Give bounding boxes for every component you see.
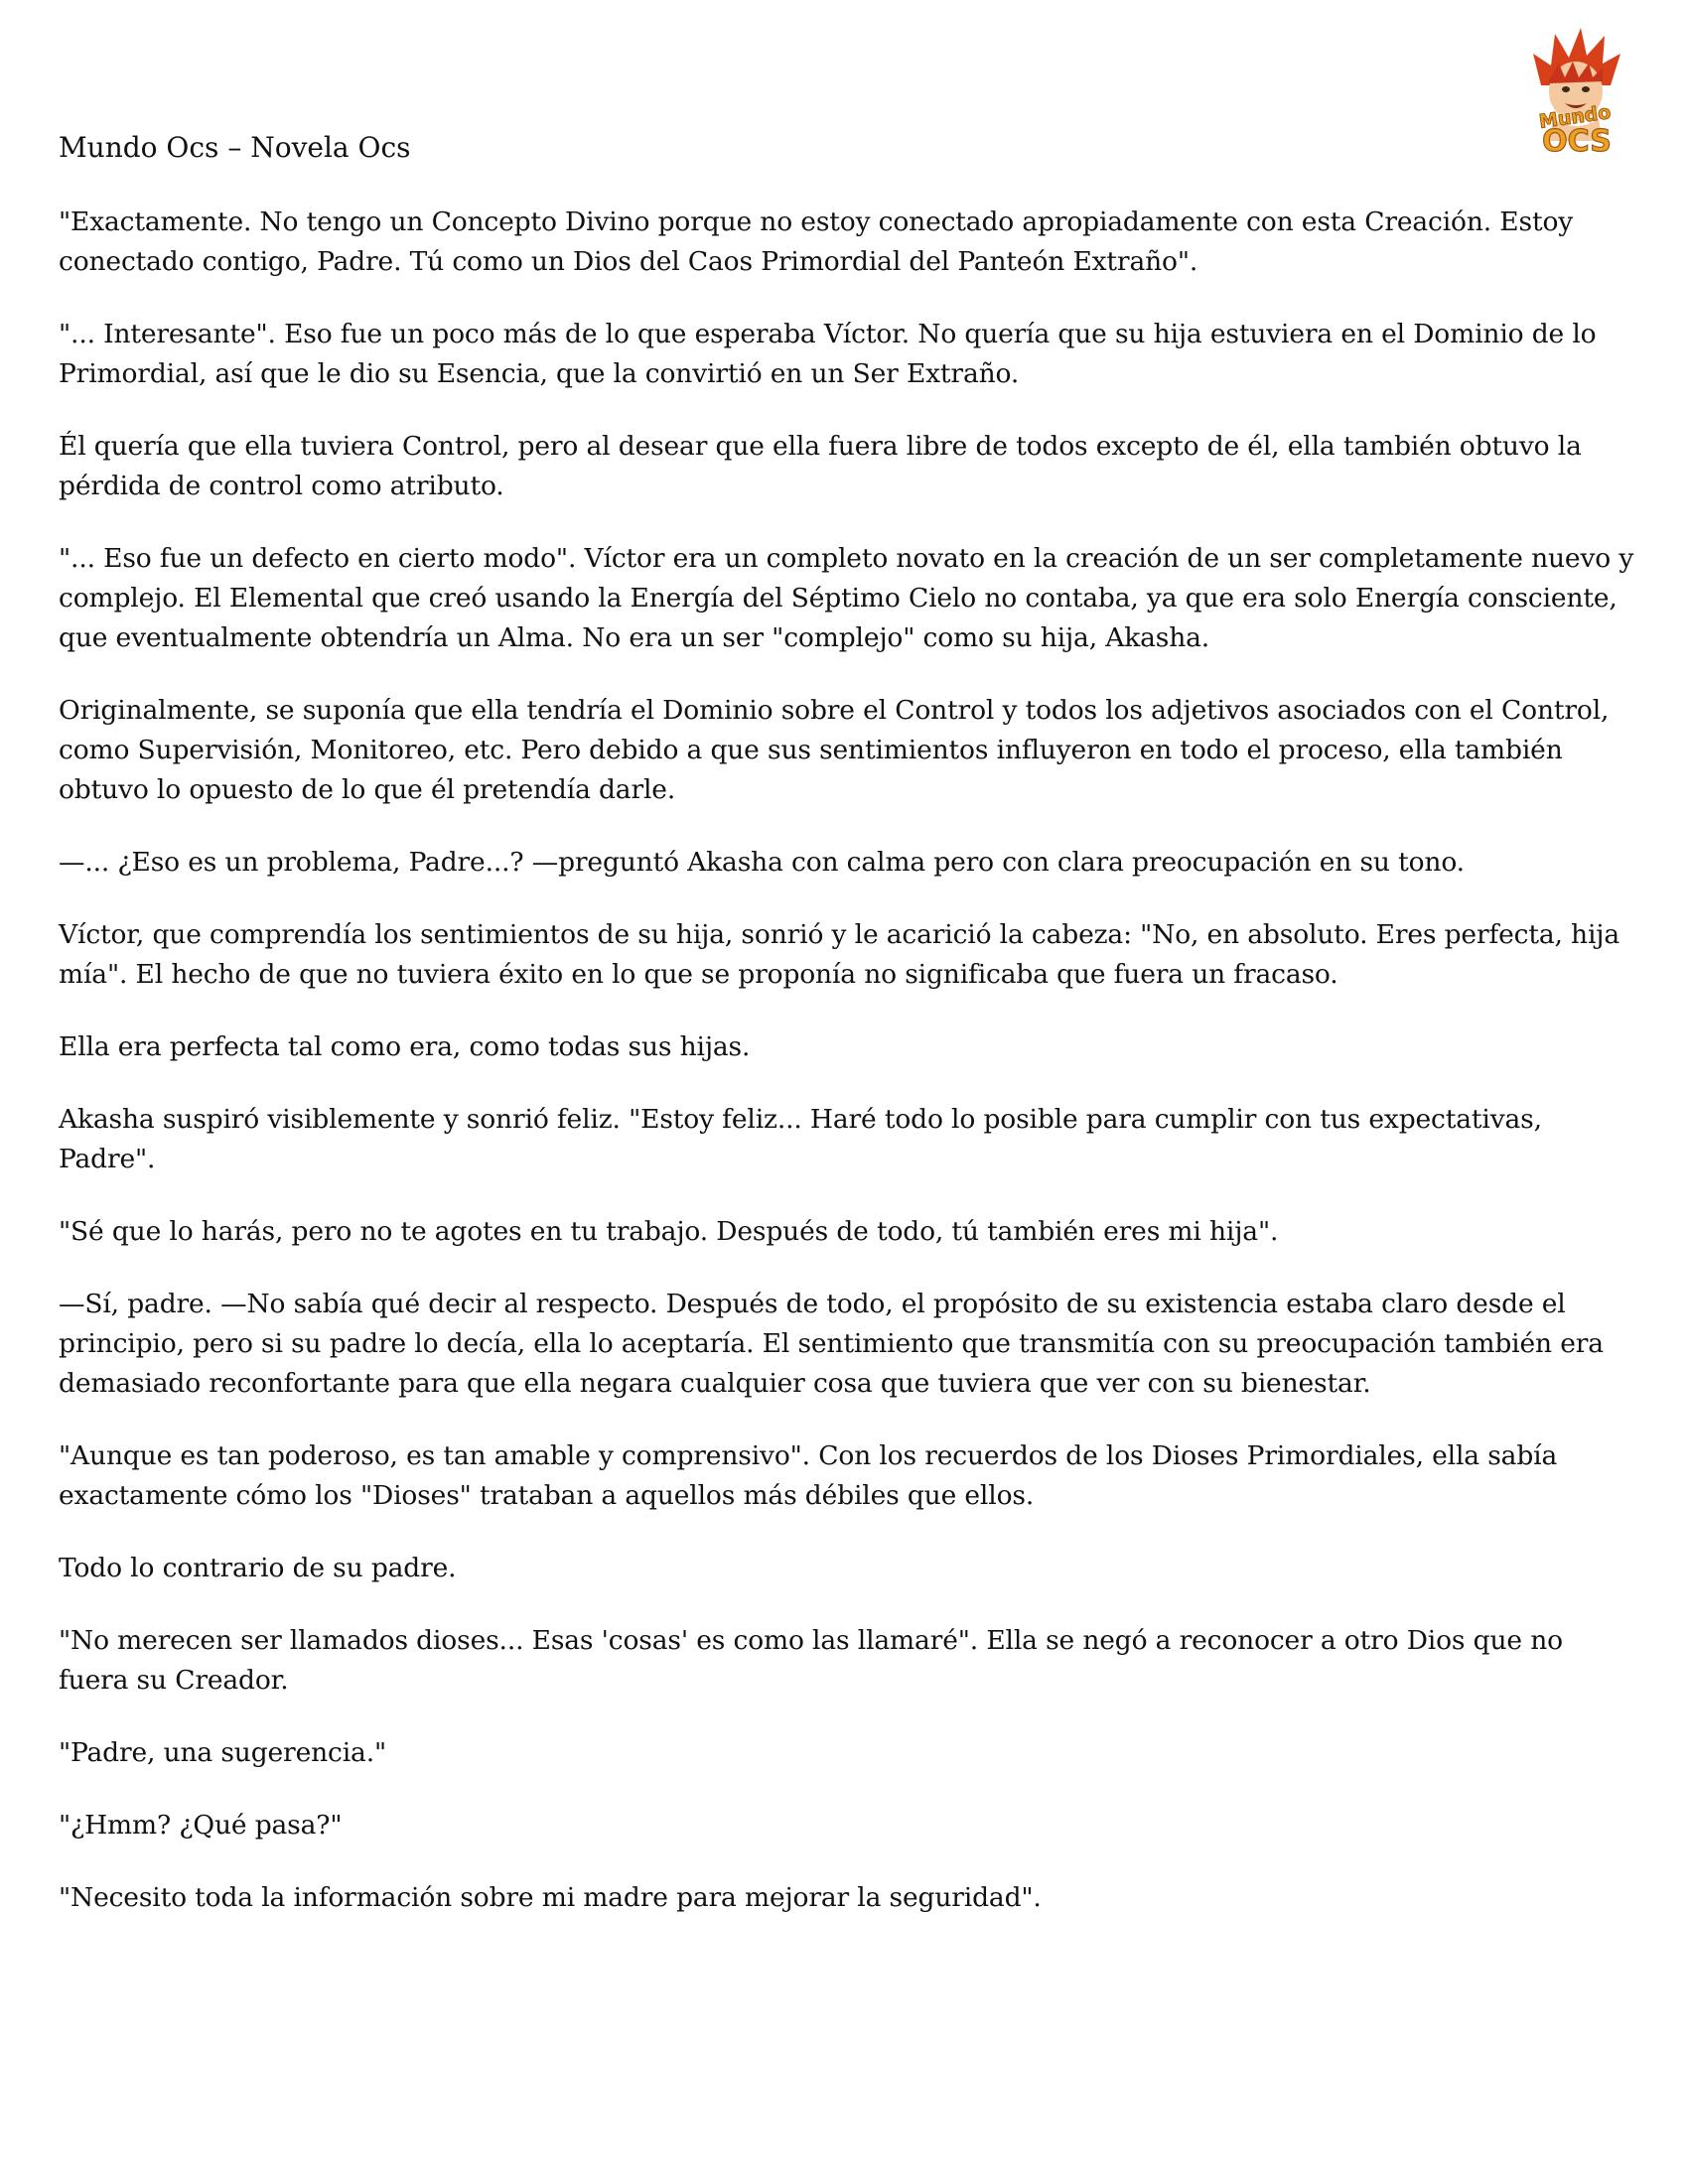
paragraph: "Aunque es tan poderoso, es tan amable y comprensivo". Con los recuerdos de los Dioses Primordiales, ella sabía exactamente cómo los "Dioses" trataban a aquellos más débiles que ellos. (59, 1440, 1558, 1511)
paragraph: Todo lo contrario de su padre. (59, 1553, 457, 1583)
paragraph: Él quería que ella tuviera Control, pero al desear que ella fuera libre de todos excepto de él, ella también obtuvo la pérdida de control como atributo. (59, 431, 1582, 501)
document-body (59, 203, 1639, 1951)
paragraph: "Exactamente. No tengo un Concepto Divino porque no estoy conectado apropiadamente con esta Creación. Estoy conectado contigo, Padre. Tú como un Dios del Caos Primordial del Panteón Extraño". (59, 206, 1574, 277)
paragraph: "Necesito toda la información sobre mi madre para mejorar la seguridad". (59, 1882, 1042, 1913)
svg-text:OCS: OCS (1542, 124, 1612, 157)
svg-text:Mundo: Mundo (1537, 101, 1613, 134)
paragraph: Ella era perfecta tal como era, como todas sus hijas. (59, 1031, 751, 1062)
paragraph: "¿Hmm? ¿Qué pasa?" (59, 1810, 343, 1841)
paragraph: —Sí, padre. —No sabía qué decir al respecto. Después de todo, el propósito de su existencia estaba claro desde el principio, pero si su padre lo decía, ella lo aceptaría. El sentimiento que transmitía con su preocupación también era demasiado reconfortante para que ella negara cualquier cosa que tuviera que ver con su bienestar. (59, 1289, 1604, 1399)
mundo-ocs-logo (1511, 24, 1640, 157)
paragraph: Akasha suspiró visiblemente y sonrió feliz. "Estoy feliz... Haré todo lo posible para cumplir con tus expectativas, Padre". (59, 1104, 1542, 1174)
paragraph: "Padre, una sugerencia." (59, 1737, 387, 1768)
paragraph: "No merecen ser llamados dioses... Esas 'cosas' es como las llamaré". Ella se negó a reconocer a otro Dios que no fuera su Creador. (59, 1625, 1563, 1696)
document-header: Mundo Ocs – Novela Ocs (59, 131, 411, 164)
paragraph: Víctor, que comprendía los sentimientos de su hija, sonrió y le acarició la cabeza: "No, en absoluto. Eres perfecta, hija mía". El hecho de que no tuviera éxito en lo que se proponía no significaba que fuera un fracaso. (59, 919, 1619, 990)
paragraph: "... Interesante". Eso fue un poco más de lo que esperaba Víctor. No quería que su hija estuviera en el Dominio de lo Primordial, así que le dio su Esencia, que la convirtió en un Ser Extraño. (59, 319, 1597, 389)
paragraph: Originalmente, se suponía que ella tendría el Dominio sobre el Control y todos los adjetivos asociados con el Control, como Supervisión, Monitoreo, etc. Pero debido a que sus sentimientos influyeron en todo el proceso, ella también obtuvo lo opuesto de lo que él pretendía darle. (59, 695, 1610, 805)
paragraph: "... Eso fue un defecto en cierto modo". Víctor era un completo novato en la creación de un ser completamente nuevo y complejo. El Elemental que creó usando la Energía del Séptimo Cielo no contaba, ya que era solo Energía consciente, que eventualmente obtendría un Alma. No era un ser "complejo" como su hija, Akasha. (59, 543, 1634, 653)
character-face-logo-icon (1511, 24, 1640, 157)
paragraph: —... ¿Eso es un problema, Padre...? —preguntó Akasha con calma pero con clara preocupación en su tono. (59, 847, 1465, 878)
paragraph: "Sé que lo harás, pero no te agotes en tu trabajo. Después de todo, tú también eres mi hija". (59, 1216, 1279, 1247)
